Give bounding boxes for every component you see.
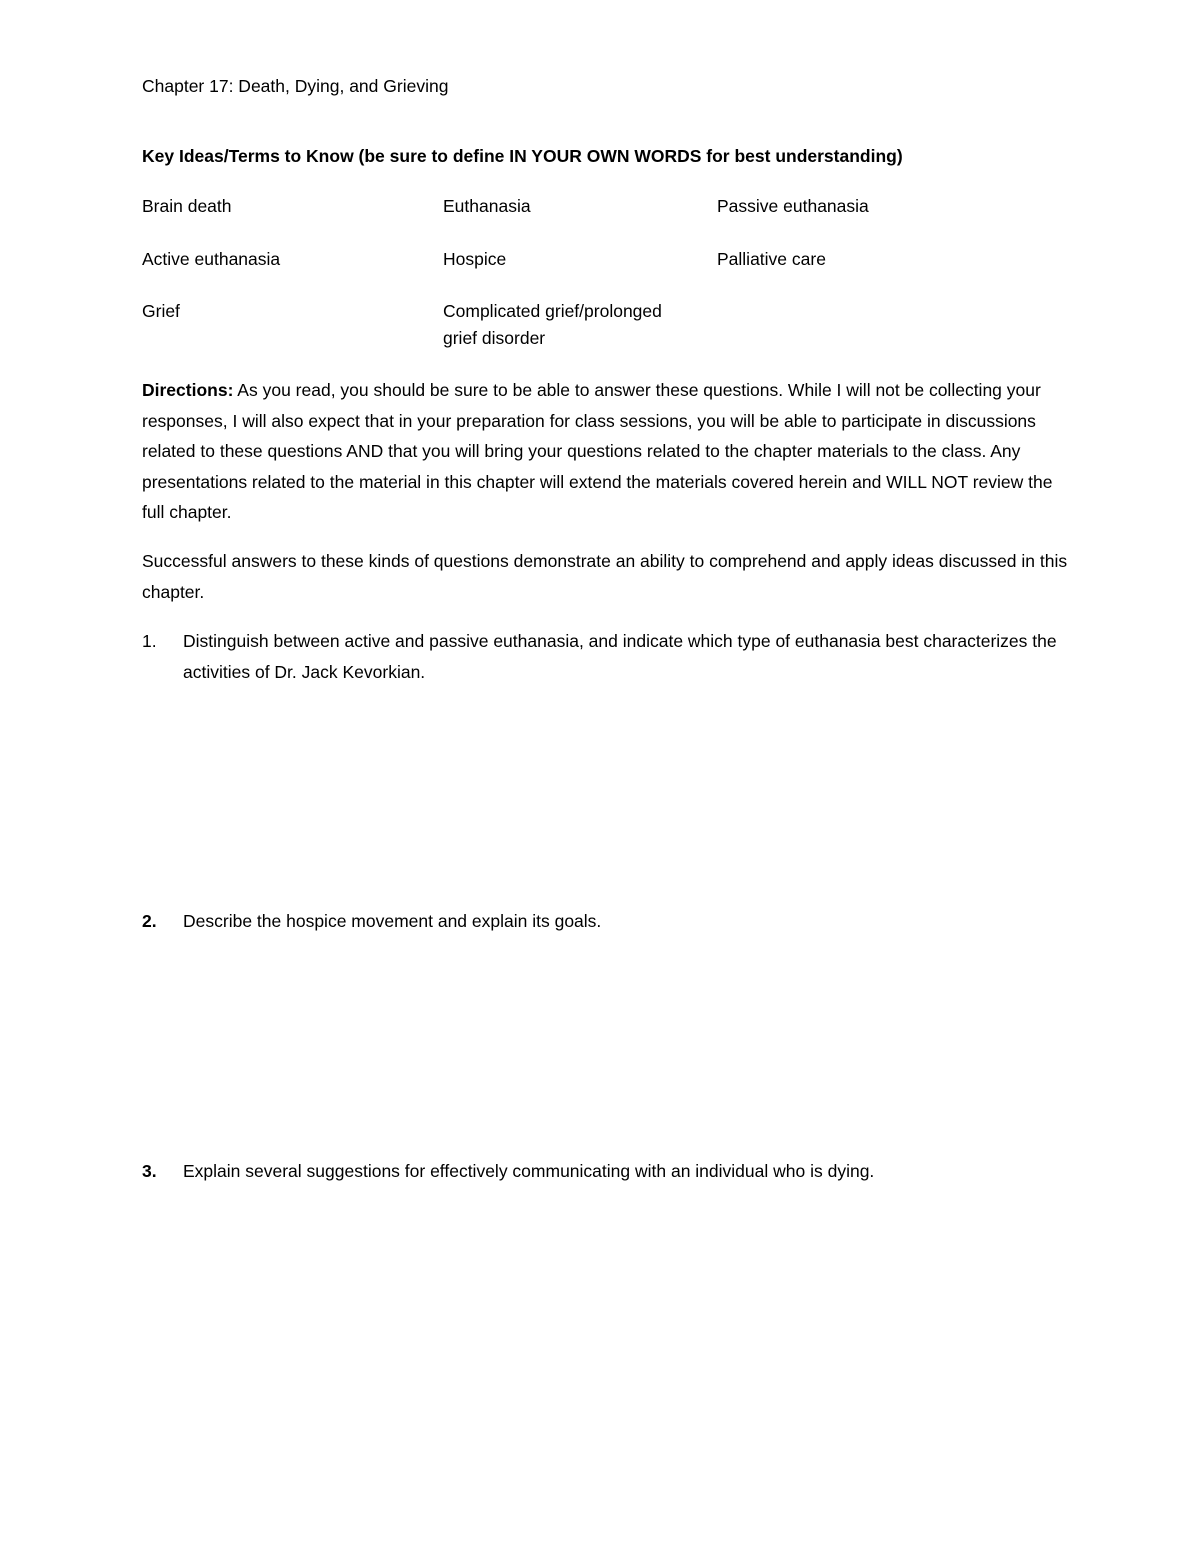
question-text: Explain several suggestions for effectively communicating with an individual who is dying. [183, 1161, 875, 1181]
term-passive-euthanasia: Passive euthanasia [717, 196, 869, 216]
term-brain-death: Brain death [142, 196, 232, 216]
key-terms-heading: Key Ideas/Terms to Know (be sure to define IN YOUR OWN WORDS for best understanding) [142, 146, 903, 166]
directions-paragraph [142, 375, 1072, 528]
question-text: Distinguish between active and passive euthanasia, and indicate which type of euthanasia best characterizes the activities of Dr. Jack Kevorkian. [183, 631, 1057, 682]
term-hospice: Hospice [443, 249, 507, 269]
term-palliative-care: Palliative care [717, 249, 826, 269]
question-number: 2. [142, 911, 157, 931]
directions-label: Directions: [142, 380, 234, 400]
term-euthanasia: Euthanasia [443, 196, 531, 216]
term-grief: Grief [142, 301, 180, 321]
term-complicated-grief-continuation: grief disorder [443, 328, 546, 348]
successful-answers-paragraph: Successful answers to these kinds of questions demonstrate an ability to comprehend and apply ideas discussed in this chapter. [142, 551, 1068, 602]
term-active-euthanasia: Active euthanasia [142, 249, 281, 269]
question-text: Describe the hospice movement and explain its goals. [183, 911, 602, 931]
question-number: 3. [142, 1161, 157, 1181]
directions-text: As you read, you should be sure to be able to answer these questions. While I will not be collecting your responses, I will also expect that in your preparation for class sessions, you will be able to participate in discussions related to these questions AND that you will bring your questions related to the chapter materials to the class. Any presentations related to the material in this chapter will extend the materials covered herein and WILL NOT review the full chapter. [142, 380, 1053, 522]
term-complicated-grief: Complicated grief/prolonged [443, 301, 662, 321]
page-title: Chapter 17: Death, Dying, and Grieving [142, 76, 449, 96]
question-number: 1. [142, 631, 157, 651]
